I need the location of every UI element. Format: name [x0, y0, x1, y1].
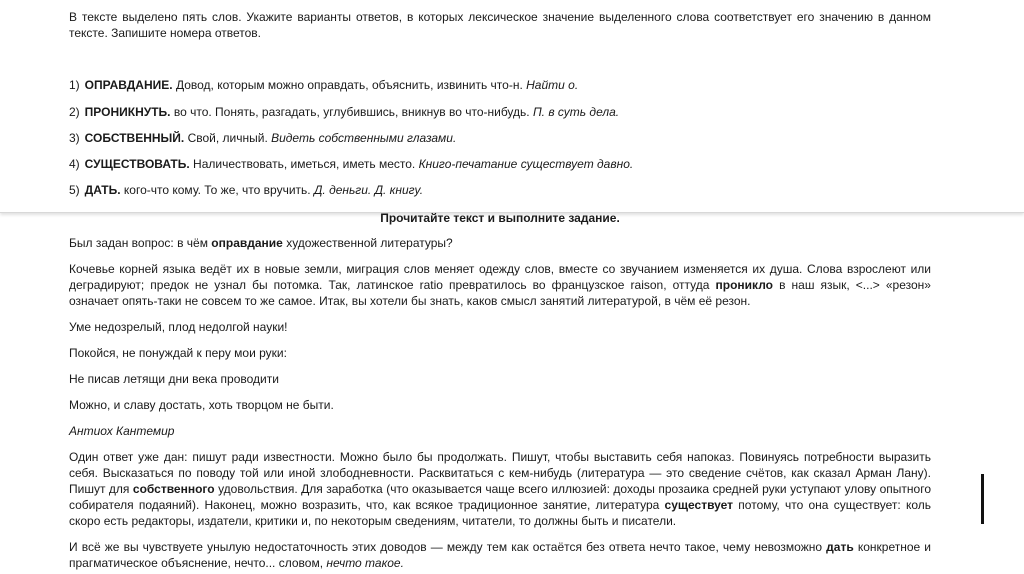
reading-text	[69, 210, 931, 571]
question-paragraph	[69, 235, 931, 251]
question-text: Был задан вопрос: в чём	[69, 236, 212, 250]
highlighted-word: проникло	[715, 278, 773, 292]
poem-line-4: Можно, и славу достать, хоть творцом не быти.	[69, 398, 334, 412]
option-number: 4)	[69, 157, 80, 171]
option-definition: во что. Понять, разгадать, углубившись, вникнув во что-нибудь.	[170, 105, 533, 119]
paragraph-text: Один ответ уже дан: пишут ради известности. Можно было бы продолжать. Пишут, чтобы выставить себя напоказ. Повинуясь потребности выразить себя. Высказаться по поводу той или иной злободневности. Расквитаться с кем-нибудь (литература — это сведение счётов, как сказал Арман Лану). Пишут для	[69, 450, 931, 496]
paragraph-3	[69, 539, 931, 571]
option-word: ДАТЬ.	[84, 183, 121, 197]
option-example: П. в суть дела.	[532, 105, 620, 119]
paragraph-text: в наш язык, <...> «резон» означает опять-таки не совсем то же самое. Итак, вы хотели бы знать, каков смысл занятий литературой, в чём её резон.	[69, 278, 931, 308]
highlighted-word: собственного	[132, 482, 215, 496]
answer-option-2	[69, 104, 619, 120]
option-definition: Наличествовать, иметься, иметь место.	[189, 157, 419, 171]
answer-option-3	[69, 130, 456, 146]
paragraph-text: конкретное и прагматическое объяснение, нечто... словом,	[69, 540, 931, 570]
task-instruction: В тексте выделено пять слов. Укажите варианты ответов, в которых лексическое значение выделенного слова соответствует его значению в данном тексте. Запишите номера ответов.	[69, 10, 931, 40]
option-number: 3)	[69, 131, 80, 145]
answer-option-4	[69, 156, 633, 172]
paragraph-text: потому, что она существует: коль скоро есть редакторы, издатели, критики и, по некоторым сведениям, читатели, то должны быть и писатели.	[69, 498, 931, 528]
option-example: Видеть собственными глазами.	[271, 131, 457, 145]
poem-line-2: Покойся, не понуждай к перу мои руки:	[69, 346, 287, 360]
option-number: 2)	[69, 105, 80, 119]
poem-author: Антиох Кантемир	[69, 424, 175, 438]
highlighted-word: существует	[664, 498, 734, 512]
paragraph-text: И всё же вы чувствуете унылую недостаточность этих доводов — между тем как остаётся без ответа нечто такое, чему невозможно	[69, 540, 827, 554]
scroll-indicator[interactable]	[981, 474, 984, 524]
paragraph-text: Кочевье корней языка ведёт их в новые земли, миграция слов меняет одежду слов, вместе со звучанием изменяется их душа. Слова взрослеют или деградируют; предок не узнал бы потомка. Так, латинское ratio превратилось во французское raison, оттуда	[69, 262, 931, 292]
answer-option-1	[69, 77, 578, 93]
option-definition: Довод, которым можно оправдать, объяснить, извинить что-н.	[172, 78, 527, 92]
highlighted-word: дать	[826, 540, 854, 554]
paragraph-text: нечто такое.	[326, 556, 404, 570]
text-heading: Прочитайте текст и выполните задание.	[380, 211, 620, 225]
option-definition: Свой, личный.	[184, 131, 272, 145]
option-example: Д. деньги. Д. книгу.	[313, 183, 424, 197]
task-panel	[0, 0, 1024, 213]
option-word: СУЩЕСТВОВАТЬ.	[84, 157, 190, 171]
option-word: СОБСТВЕННЫЙ.	[84, 131, 185, 145]
option-example: Книго-печатание существует давно.	[418, 157, 634, 171]
option-word: ОПРАВДАНИЕ.	[84, 78, 173, 92]
question-text: художественной литературы?	[282, 236, 453, 250]
paragraph-text: удовольствия. Для заработка (что оказывается чаще всего иллюзией: доходы прозаика средней руки уступают улову опытного собирателя подаяний). Наконец, можно возразить, что, как всякое традиционное занятие, литература	[69, 482, 931, 512]
poem-line-3: Не писав летящи дни века проводити	[69, 372, 279, 386]
paragraph-1	[69, 261, 931, 309]
highlighted-word: оправдание	[211, 236, 283, 250]
answer-option-5	[69, 182, 423, 198]
option-number: 5)	[69, 183, 80, 197]
option-definition: кого-что кому. То же, что вручить.	[120, 183, 314, 197]
paragraph-2	[69, 449, 931, 529]
option-word: ПРОНИКНУТЬ.	[84, 105, 171, 119]
option-number: 1)	[69, 78, 80, 92]
option-example: Найти о.	[526, 78, 579, 92]
poem-line-1: Уме недозрелый, плод недолгой науки!	[69, 320, 288, 334]
